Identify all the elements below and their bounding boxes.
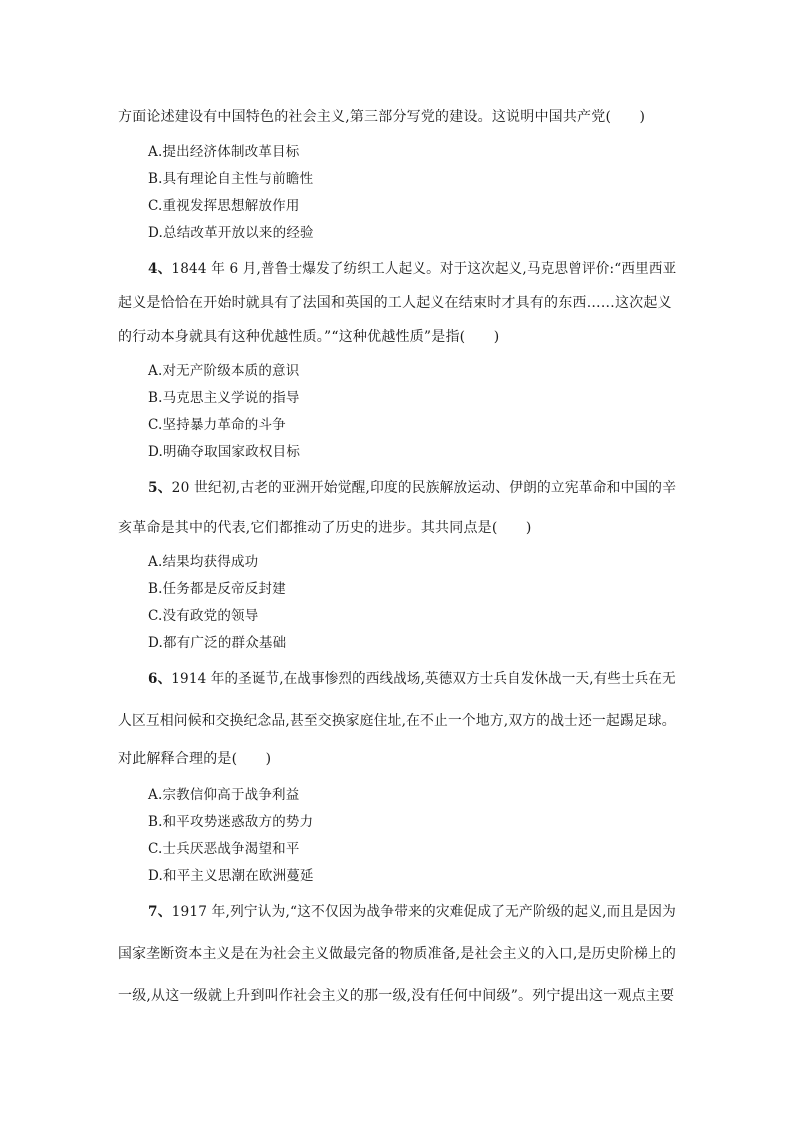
q5-option-b: B.任务都是反帝反封建 — [148, 581, 286, 597]
q5-number: 5、 — [148, 480, 172, 496]
q7-stem-line-2: 国家垄断资本主义是在为社会主义做最完备的物质准备,是社会主义的入口,是历史阶梯上的 — [118, 946, 677, 962]
q6-stem-line-1 — [148, 670, 676, 688]
q7-stem-line-3: 一级,从这一级就上升到叫作社会主义的那一级,没有任何中间级”。列宁提出这一观点主要 — [118, 988, 675, 1004]
q7-line-1-text: 1917 年,列宁认为,“这不仅因为战争带来的灾难促成了无产阶级的起义,而且是因为 — [171, 904, 676, 920]
q4-stem-line-3: 的行动本身就具有这种优越性质。”“这种优越性质”是指( ) — [118, 329, 500, 345]
q5-option-c: C.没有政党的领导 — [148, 608, 259, 624]
q6-option-b: B.和平攻势迷惑敌方的势力 — [148, 814, 314, 830]
q6-line-1-text: 1914 年的圣诞节,在战事惨烈的西线战场,英德双方士兵自发休战一天,有些士兵在无 — [171, 671, 676, 687]
q5-line-1-text: 20 世纪初,古老的亚洲开始觉醒,印度的民族解放运动、伊朗的立宪革命和中国的辛 — [171, 480, 677, 496]
q5-option-d: D.都有广泛的群众基础 — [148, 635, 287, 651]
q3-stem-line: 方面论述建设有中国特色的社会主义,第三部分写党的建设。这说明中国共产党( ) — [118, 109, 646, 125]
q7-number: 7、 — [148, 904, 172, 920]
q5-stem-line-1 — [148, 479, 676, 497]
q6-option-a: A.宗教信仰高于战争利益 — [148, 787, 300, 803]
q3-option-b: B.具有理论自主性与前瞻性 — [148, 171, 314, 187]
q4-line-1-text: 1844 年 6 月,普鲁士爆发了纺织工人起义。对于这次起义,马克思曾评价:“西里西亚 — [171, 261, 677, 277]
q3-option-a: A.提出经济体制改革目标 — [148, 144, 300, 160]
q4-stem-line-1 — [148, 260, 676, 278]
q3-option-d: D.总结改革开放以来的经验 — [148, 225, 314, 241]
q6-stem-line-2: 人区互相问候和交换纪念品,甚至交换家庭住址,在不止一个地方,双方的战士还一起踢足球。 — [118, 713, 676, 729]
q4-number: 4、 — [148, 261, 172, 277]
q5-option-a: A.结果均获得成功 — [148, 554, 259, 570]
q4-stem-line-2: 起义是恰恰在开始时就具有了法国和英国的工人起义在结束时才具有的东西……这次起义 — [118, 295, 672, 311]
q4-option-a: A.对无产阶级本质的意识 — [148, 363, 300, 379]
q6-option-d: D.和平主义思潮在欧洲蔓延 — [148, 868, 314, 884]
q4-option-b: B.马克思主义学说的指导 — [148, 390, 300, 406]
q6-number: 6、 — [148, 671, 172, 687]
q3-option-c: C.重视发挥思想解放作用 — [148, 198, 300, 214]
q6-option-c: C.士兵厌恶战争渴望和平 — [148, 841, 300, 857]
q7-stem-line-1 — [148, 903, 676, 921]
q6-stem-line-3: 对此解释合理的是( ) — [118, 751, 272, 767]
q4-option-c: C.坚持暴力革命的斗争 — [148, 417, 286, 433]
q5-stem-line-2: 亥革命是其中的代表,它们都推动了历史的进步。其共同点是( ) — [118, 520, 532, 536]
q4-option-d: D.明确夺取国家政权目标 — [148, 444, 301, 460]
